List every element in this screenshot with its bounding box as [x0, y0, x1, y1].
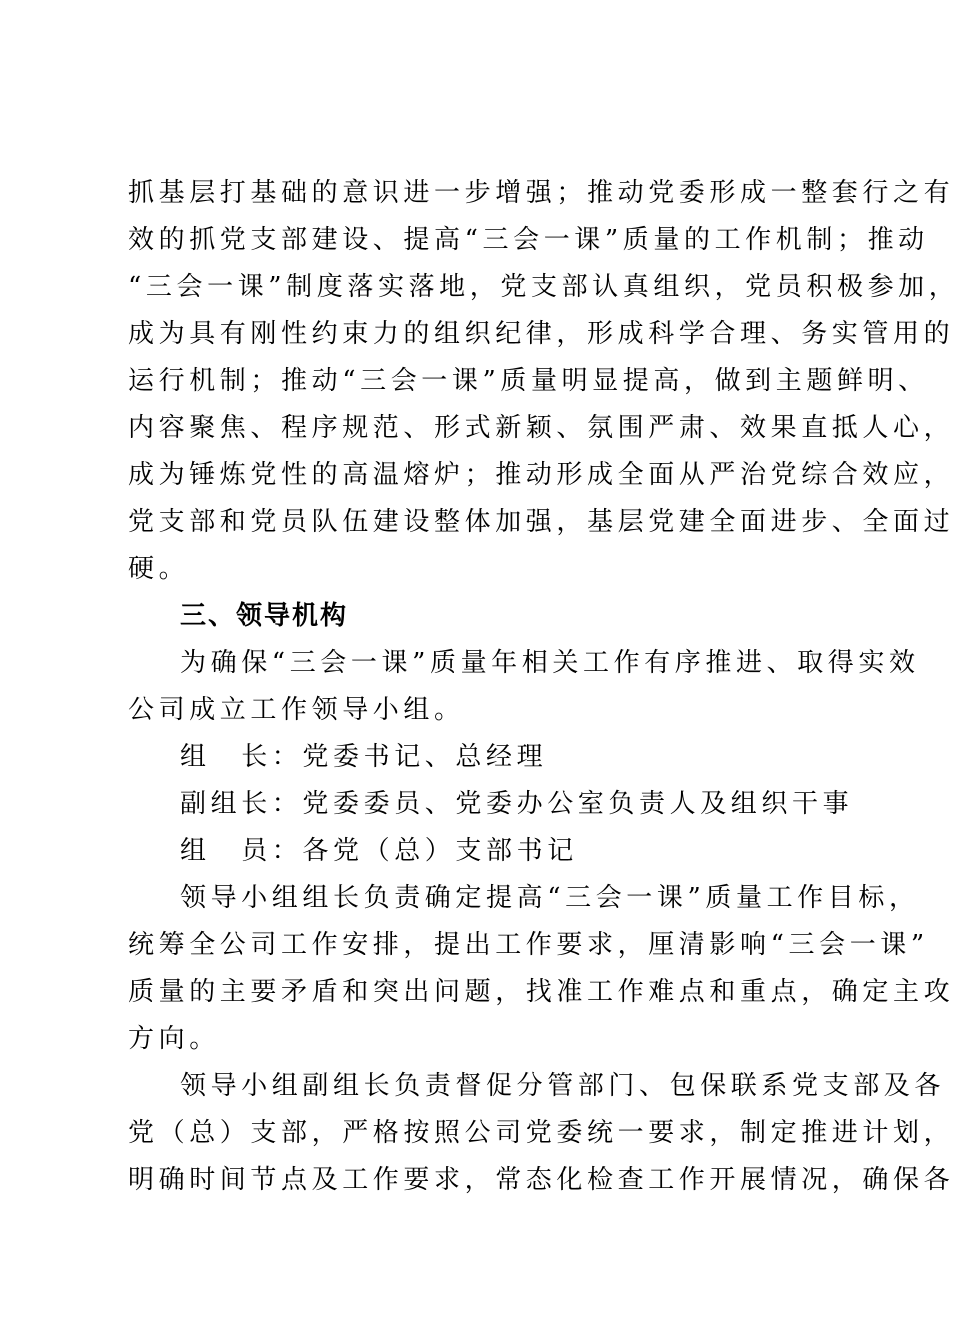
body-text-line: 运行机制；推动“三会一课”质量明显提高，做到主题鲜明、 [128, 366, 929, 396]
body-text-line: 成为锤炼党性的高温熔炉；推动形成全面从严治党综合效应， [128, 460, 955, 490]
body-text-line: 内容聚焦、程序规范、形式新颖、氛围严肃、效果直抵人心， [128, 413, 955, 443]
deputy-leader-role-line: 副组长：党委委员、党委办公室负责人及组织干事 [180, 789, 854, 819]
paragraph-first-line: 领导小组组长负责确定提高“三会一课”质量工作目标， [180, 883, 920, 913]
body-text-line: “三会一课”制度落实落地，党支部认真组织，党员积极参加， [128, 272, 959, 302]
body-text-line: 效的抓党支部建设、提高“三会一课”质量的工作机制；推动 [128, 225, 929, 255]
body-text-line: 明确时间节点及工作要求，常态化检查工作开展情况，确保各 [128, 1165, 955, 1195]
paragraph-first-line: 领导小组副组长负责督促分管部门、包保联系党支部及各 [180, 1071, 946, 1101]
body-text-line: 统筹全公司工作安排，提出工作要求，厘清影响“三会一课” [128, 930, 929, 960]
paragraph-first-line: 为确保“三会一课”质量年相关工作有序推进、取得实效 [180, 648, 920, 678]
body-text-line: 质量的主要矛盾和突出问题，找准工作难点和重点，确定主攻 [128, 977, 955, 1007]
member-role-line: 组 员：各党（总）支部书记 [180, 836, 578, 866]
body-text-line: 党（总）支部，严格按照公司党委统一要求，制定推进计划， [128, 1118, 955, 1148]
section-heading: 三、领导机构 [180, 601, 349, 631]
body-text-line: 抓基层打基础的意识进一步增强；推动党委形成一整套行之有 [128, 178, 955, 208]
leader-role-line: 组 长：党委书记、总经理 [180, 742, 548, 772]
body-text-line: 公司成立工作领导小组。 [128, 695, 465, 725]
body-text-line: 成为具有刚性约束力的组织纪律，形成科学合理、务实管用的 [128, 319, 955, 349]
body-text-line: 党支部和党员队伍建设整体加强，基层党建全面进步、全面过 [128, 507, 955, 537]
body-text-line: 硬。 [128, 554, 190, 584]
body-text-line: 方向。 [128, 1024, 220, 1054]
